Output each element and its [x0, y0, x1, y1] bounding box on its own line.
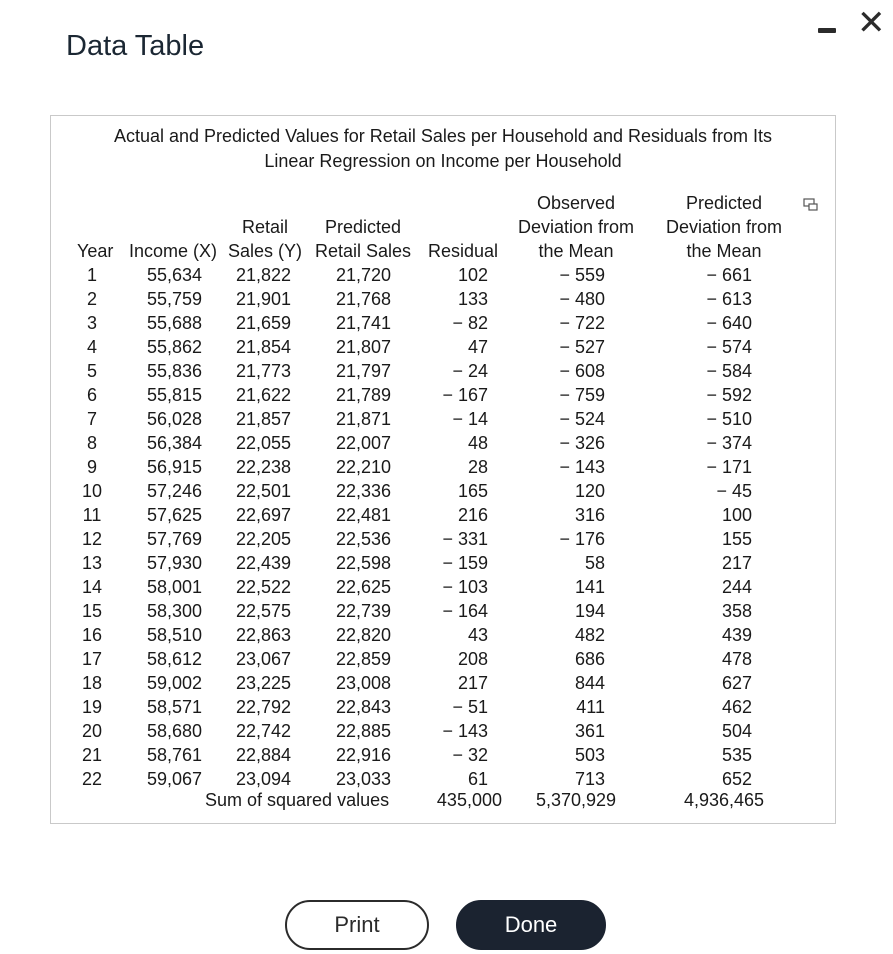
cell-income: 58,300 [147, 601, 203, 621]
cell-observed: 686 [574, 649, 605, 669]
cell-pred-dev: 100 [721, 505, 752, 525]
cell-year: 3 [86, 313, 97, 333]
cell-pred-dev: 217 [721, 553, 752, 573]
cell-income: 56,384 [147, 433, 203, 453]
cell-pred-dev: 652 [721, 769, 752, 789]
cell-residual: 208 [457, 649, 488, 669]
close-icon[interactable]: ✕ [857, 4, 886, 42]
cell-retail: 21,773 [236, 361, 292, 381]
cell-income: 56,028 [147, 409, 203, 429]
cell-predicted: 21,720 [336, 265, 392, 285]
cell-observed: − 326 [559, 433, 605, 453]
cell-observed: − 559 [559, 265, 605, 285]
cell-residual: − 167 [442, 385, 488, 405]
sum-label: Sum of squared values [205, 790, 390, 810]
cell-income: 55,759 [147, 289, 203, 309]
cell-year: 6 [86, 385, 97, 405]
cell-residual: 217 [457, 673, 488, 693]
done-button[interactable]: Done [456, 900, 606, 950]
cell-income: 58,510 [147, 625, 203, 645]
cell-pred-dev: − 640 [706, 313, 752, 333]
sum-predicted: 4,936,465 [683, 790, 765, 810]
cell-retail: 22,439 [236, 553, 292, 573]
cell-observed: − 759 [559, 385, 605, 405]
cell-residual: − 103 [442, 577, 488, 597]
cell-retail: 22,522 [236, 577, 292, 597]
cell-pred-dev: 535 [721, 745, 752, 765]
cell-residual: 47 [467, 337, 488, 357]
cell-observed: 120 [574, 481, 605, 501]
cell-year: 16 [81, 625, 103, 645]
cell-predicted: 22,210 [336, 457, 392, 477]
cell-observed: − 176 [559, 529, 605, 549]
cell-pred-dev: − 661 [706, 265, 752, 285]
cell-observed: 482 [574, 625, 605, 645]
cell-retail: 22,863 [236, 625, 292, 645]
cell-income: 58,761 [147, 745, 203, 765]
cell-residual: 216 [457, 505, 488, 525]
cell-income: 57,625 [147, 505, 203, 525]
cell-retail: 21,901 [236, 289, 292, 309]
cell-residual: − 14 [452, 409, 488, 429]
cell-predicted: 22,885 [336, 721, 392, 741]
cell-residual: 165 [457, 481, 488, 501]
cell-year: 21 [81, 745, 103, 765]
cell-year: 8 [86, 433, 97, 453]
cell-pred-dev: − 574 [706, 337, 752, 357]
cell-predicted: 23,033 [336, 769, 392, 789]
header-predicted-dev-line-3: the Mean [686, 241, 762, 261]
header-predicted-top: Predicted [325, 217, 402, 237]
dialog-title: Data Table [66, 30, 205, 62]
cell-residual: 43 [467, 625, 488, 645]
cell-pred-dev: − 171 [706, 457, 752, 477]
cell-retail: 22,501 [236, 481, 292, 501]
cell-income: 58,680 [147, 721, 203, 741]
cell-pred-dev: − 584 [706, 361, 752, 381]
cell-predicted: 22,336 [336, 481, 392, 501]
cell-income: 58,612 [147, 649, 203, 669]
header-observed-line-2: Deviation from [517, 217, 635, 237]
cell-pred-dev: − 613 [706, 289, 752, 309]
cell-predicted: 22,625 [336, 577, 392, 597]
cell-residual: 48 [467, 433, 488, 453]
cell-retail: 23,225 [236, 673, 292, 693]
cell-pred-dev: 358 [721, 601, 752, 621]
cell-year: 1 [86, 265, 97, 285]
cell-income: 57,769 [147, 529, 203, 549]
cell-residual: 102 [457, 265, 488, 285]
cell-predicted: 22,843 [336, 697, 392, 717]
cell-residual: − 164 [442, 601, 488, 621]
cell-year: 7 [86, 409, 97, 429]
cell-predicted: 22,007 [336, 433, 392, 453]
cell-year: 14 [81, 577, 103, 597]
cell-pred-dev: − 374 [706, 433, 752, 453]
cell-pred-dev: 244 [721, 577, 752, 597]
cell-predicted: 21,871 [336, 409, 392, 429]
cell-observed: 503 [574, 745, 605, 765]
data-table-panel [50, 115, 836, 824]
copy-icon[interactable] [803, 198, 819, 217]
cell-observed: − 722 [559, 313, 605, 333]
cell-year: 4 [86, 337, 97, 357]
cell-residual: − 143 [442, 721, 488, 741]
cell-income: 59,002 [147, 673, 203, 693]
cell-year: 10 [81, 481, 103, 501]
cell-retail: 21,822 [236, 265, 292, 285]
cell-observed: − 527 [559, 337, 605, 357]
cell-residual: 133 [457, 289, 488, 309]
cell-income: 59,067 [147, 769, 203, 789]
header-predicted-dev-line-1: Predicted [685, 193, 763, 213]
cell-income: 56,915 [147, 457, 203, 477]
cell-year: 13 [81, 553, 103, 573]
cell-predicted: 22,598 [336, 553, 392, 573]
cell-retail: 23,067 [236, 649, 292, 669]
cell-retail: 23,094 [236, 769, 292, 789]
header-predicted-bottom: Retail Sales [315, 241, 412, 261]
cell-residual: − 32 [452, 745, 488, 765]
cell-residual: − 331 [442, 529, 488, 549]
cell-predicted: 22,481 [336, 505, 392, 525]
cell-income: 55,688 [147, 313, 203, 333]
cell-year: 12 [81, 529, 103, 549]
cell-year: 2 [86, 289, 97, 309]
cell-retail: 22,884 [236, 745, 292, 765]
header-income: Income (X) [129, 241, 218, 261]
cell-year: 15 [81, 601, 103, 621]
cell-observed: − 480 [559, 289, 605, 309]
cell-observed: 194 [574, 601, 605, 621]
caption-line-1: Actual and Predicted Values for Retail Sales per Household and Residuals from Its [113, 126, 773, 146]
cell-residual: − 24 [452, 361, 488, 381]
cell-pred-dev: 155 [721, 529, 752, 549]
cell-observed: − 143 [559, 457, 605, 477]
cell-retail: 22,792 [236, 697, 292, 717]
cell-year: 22 [81, 769, 103, 789]
cell-year: 11 [82, 505, 102, 525]
cell-residual: − 82 [452, 313, 488, 333]
cell-observed: 316 [574, 505, 605, 525]
cell-retail: 21,854 [236, 337, 292, 357]
cell-pred-dev: 627 [721, 673, 752, 693]
cell-year: 18 [81, 673, 103, 693]
cell-pred-dev: − 592 [706, 385, 752, 405]
cell-predicted: 21,768 [336, 289, 392, 309]
cell-income: 57,246 [147, 481, 203, 501]
header-year: Year [77, 241, 114, 261]
cell-retail: 21,659 [236, 313, 292, 333]
cell-residual: − 159 [442, 553, 488, 573]
cell-income: 58,571 [147, 697, 203, 717]
table-caption [51, 124, 835, 174]
cell-predicted: 22,859 [336, 649, 392, 669]
minimize-icon[interactable] [818, 28, 836, 33]
cell-retail: 22,575 [236, 601, 292, 621]
cell-income: 55,815 [147, 385, 203, 405]
header-retail-bottom: Sales (Y) [228, 241, 303, 261]
cell-predicted: 22,820 [336, 625, 392, 645]
cell-predicted: 21,789 [336, 385, 392, 405]
cell-year: 9 [86, 457, 97, 477]
cell-pred-dev: − 510 [706, 409, 752, 429]
cell-observed: 361 [574, 721, 605, 741]
cell-observed: 411 [576, 697, 605, 717]
cell-residual: − 51 [452, 697, 488, 717]
cell-residual: 61 [467, 769, 488, 789]
cell-predicted: 22,536 [336, 529, 392, 549]
cell-income: 58,001 [147, 577, 203, 597]
cell-year: 20 [81, 721, 103, 741]
cell-observed: 713 [574, 769, 605, 789]
cell-pred-dev: 439 [721, 625, 752, 645]
cell-retail: 22,742 [236, 721, 292, 741]
cell-retail: 22,238 [236, 457, 292, 477]
cell-pred-dev: 478 [721, 649, 752, 669]
cell-retail: 21,622 [236, 385, 292, 405]
print-button[interactable]: Print [285, 900, 429, 950]
sum-residual: 435,000 [436, 790, 502, 810]
cell-retail: 22,697 [236, 505, 292, 525]
header-observed-line-1: Observed [536, 193, 616, 213]
cell-income: 55,836 [147, 361, 203, 381]
cell-observed: − 608 [559, 361, 605, 381]
cell-income: 55,634 [147, 265, 203, 285]
header-residual: Residual [428, 241, 499, 261]
cell-residual: 28 [467, 457, 488, 477]
caption-line-2: Linear Regression on Income per Household [264, 151, 622, 171]
cell-income: 55,862 [147, 337, 203, 357]
cell-predicted: 22,916 [336, 745, 392, 765]
cell-pred-dev: 504 [721, 721, 752, 741]
cell-observed: 58 [584, 553, 605, 573]
cell-predicted: 22,739 [336, 601, 392, 621]
cell-predicted: 23,008 [336, 673, 392, 693]
cell-predicted: 21,797 [336, 361, 392, 381]
cell-observed: 844 [574, 673, 605, 693]
cell-income: 57,930 [147, 553, 203, 573]
cell-retail: 22,055 [236, 433, 292, 453]
cell-predicted: 21,807 [336, 337, 392, 357]
sum-observed: 5,370,929 [535, 790, 617, 810]
cell-retail: 22,205 [236, 529, 292, 549]
header-predicted-dev-line-2: Deviation from [665, 217, 783, 237]
cell-observed: − 524 [559, 409, 605, 429]
cell-year: 5 [86, 361, 97, 381]
cell-observed: 141 [574, 577, 605, 597]
cell-retail: 21,857 [236, 409, 292, 429]
cell-predicted: 21,741 [336, 313, 392, 333]
cell-pred-dev: 462 [721, 697, 752, 717]
cell-pred-dev: − 45 [716, 481, 752, 501]
cell-year: 17 [81, 649, 103, 669]
header-retail-top: Retail [242, 217, 289, 237]
cell-year: 19 [81, 697, 103, 717]
header-observed-line-3: the Mean [538, 241, 614, 261]
